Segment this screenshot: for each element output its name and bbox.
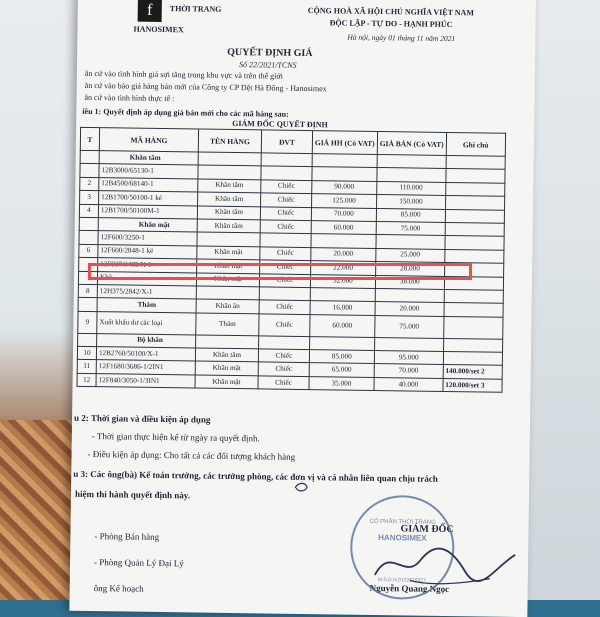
cell-name: Khăn tắm: [198, 192, 261, 206]
cell-note: [446, 169, 505, 183]
cell-stt: [79, 231, 98, 245]
col-note: Ghi chú: [446, 132, 505, 156]
cell-code: 12B4500/68140-1: [99, 177, 198, 192]
cell-note: 120.000/set 3: [443, 378, 502, 392]
cell-price-hh: [311, 234, 376, 248]
cell-stt: 10: [77, 346, 96, 360]
cell-note: [444, 289, 503, 303]
col-stt: T: [80, 127, 99, 150]
cell-stt: 8: [78, 284, 97, 298]
cell-note: [443, 352, 502, 366]
cell-price-hh: 20.000: [311, 247, 376, 261]
recipient-1: - Phòng Bán hàng: [94, 531, 160, 542]
preamble-3: ăn cứ vào tình hình thực tế :: [84, 92, 175, 104]
cell-unit: Chiếc: [259, 314, 310, 337]
stamp-text: CỔ PHẦN THỜI TRANG: [369, 518, 436, 526]
cell-note: [445, 209, 504, 223]
cell-code: 12B1700/50100-1 kẻ: [99, 191, 198, 206]
cell-note: [445, 222, 504, 236]
cell-price-hh: 60.000: [310, 314, 375, 337]
cell-name: Khăn mặt: [195, 375, 258, 389]
cell-code: 12F937/3485/X-1: [98, 258, 197, 273]
motto: ĐỘC LẬP - TỰ DO - HẠNH PHÚC: [329, 18, 453, 30]
company-logo-icon: f: [138, 0, 162, 22]
cell-code: 12F600/2848-1 kẻ: [98, 244, 197, 259]
cell-stt: [79, 217, 98, 231]
price-table: [76, 127, 505, 393]
cell-price-sale: 95.000: [374, 351, 443, 365]
cell-name: Khăn mặt: [197, 259, 260, 273]
cell-unit: Chiếc: [261, 180, 312, 194]
cell-price-sale: 85.000: [376, 208, 445, 222]
cell-name: Khăn tắm: [195, 348, 258, 362]
cell-unit: Chiếc: [260, 260, 311, 274]
cell-code: Thảm: [97, 298, 196, 313]
cell-price-hh: 32.000: [310, 274, 375, 288]
director-name: Nguyễn Quang Ngọc: [369, 582, 450, 595]
col-name: TÊN HÀNG: [198, 129, 261, 153]
cell-code: 12F600/3250-1: [98, 231, 197, 246]
time-line: - Thời gian thực hiện kể từ ngày ra quyết định.: [91, 431, 260, 444]
cell-price-hh: 35.000: [309, 376, 374, 390]
cell-unit: Chiếc: [260, 206, 311, 220]
condition-line: - Điều kiện áp dụng: Cho tất cả các đối tượng khách hàng: [87, 448, 296, 462]
cell-code: Xuất khẩu dư các loại: [97, 311, 196, 334]
document-number: Số 22/2021/TCNS: [238, 60, 297, 70]
cell-price-sale: 75.000: [376, 221, 445, 235]
cell-name: Khăn ăn: [196, 299, 259, 313]
preamble-1: ăn cứ vào tình hình giá sợi tăng trong khu vực và trên thế giới: [84, 68, 283, 81]
cell-price-hh: 60.000: [311, 221, 376, 235]
director-title: GIÁM ĐỐC: [400, 523, 454, 536]
cell-stt: 6: [79, 244, 98, 258]
cell-code: Khăn mặt: [98, 218, 197, 233]
cell-note: [445, 182, 504, 196]
cell-price-sale: 25.000: [376, 248, 445, 262]
article-3-line-2: hiệm thi hành quyết định này.: [74, 488, 191, 501]
cell-name: Khăn tắm: [197, 219, 260, 233]
cell-stt: 9: [78, 311, 97, 333]
recipient-3: ông Kế hoạch: [93, 583, 144, 594]
cell-price-hh: 125.000: [312, 194, 377, 208]
director-decides: GIÁM ĐỐC QUYẾT ĐỊNH: [232, 118, 328, 130]
cell-unit: Chiếc: [260, 220, 311, 234]
cell-name: Khăn mặt: [195, 361, 258, 375]
cell-price-sale: 40.000: [374, 377, 443, 391]
col-price-hh: GIÁ HH (Có VAT): [312, 131, 377, 155]
company-name: HANOSIMEX: [133, 24, 184, 35]
cell-note: [445, 196, 504, 210]
cell-unit: Chiếc: [258, 376, 309, 390]
cell-note: 140.000/set 2: [443, 365, 502, 379]
cell-unit: [260, 233, 311, 247]
cell-name: [198, 165, 261, 179]
cell-name: [197, 232, 260, 246]
cell-price-hh: 90.000: [312, 180, 377, 194]
cell-stt: [78, 298, 97, 312]
cell-unit: Chiếc: [258, 362, 309, 376]
col-code: MÃ HÀNG: [99, 128, 198, 152]
country-name: CỘNG HOÀ XÃ HỘI CHỦ NGHĨA VIỆT NAM: [307, 6, 474, 18]
cell-unit: [259, 287, 310, 301]
cell-code: 12B1700/50100M-1: [98, 204, 197, 219]
cell-note: [445, 249, 504, 263]
cell-note: [443, 316, 502, 339]
recipient-2: - Phòng Quản Lý Đại Lý: [93, 557, 184, 569]
cell-code: 12H375/2842/X-1: [97, 285, 196, 300]
cell-code: 12B2760/50100/X-1: [96, 347, 195, 362]
cell-code: 12F1680/3686-1/2IN1: [96, 360, 195, 375]
cell-name: Thảm: [196, 313, 259, 336]
cell-name: Khăn tắm: [198, 179, 261, 193]
cell-price-hh: 70.000: [311, 207, 376, 221]
stamp-id: M.S.D.N.0102819327: [377, 577, 426, 584]
document-date: Hà nội, ngày 01 tháng 11 năm 2021: [347, 32, 456, 44]
cell-price-hh: 22.000: [311, 261, 376, 275]
cell-price-sale: [377, 168, 446, 182]
cell-price-sale: 70.000: [374, 364, 443, 378]
group-label: Khăn tắm: [99, 151, 198, 166]
preamble-2: ăn cứ vào báo giá hàng bán mới của Công ty CP Dệt Hà Đông - Hanosimex: [84, 80, 327, 94]
article-3-line-1: u 3: Các ông(bà) Kế toán trưởng, các trưởng phòng, các đơn vị và cá nhân liên quan chịu trách: [73, 468, 438, 484]
cell-price-sale: 28.000: [375, 262, 444, 276]
stamp-company: HANOSIMEX: [378, 533, 427, 543]
article-1: iều 1: Quyết định áp dụng giá bán mới cho các mã hàng sau:: [82, 106, 289, 119]
cell-price-sale: 75.000: [375, 315, 444, 338]
cell-price-hh: 65.000: [309, 363, 374, 377]
cell-name: Khăn mặt: [196, 273, 259, 287]
cell-price-sale: [376, 235, 445, 249]
cell-name: Khăn mặt: [197, 246, 260, 260]
cell-price-sale: 20.000: [375, 302, 444, 316]
cell-stt: 2: [80, 177, 99, 191]
cell-unit: Chiếc: [260, 247, 311, 261]
cell-unit: Chiếc: [258, 349, 309, 363]
cell-unit: Chiếc: [259, 300, 310, 314]
cell-note: [445, 236, 504, 250]
cell-code: 12F840/3050-1/3IN1: [96, 373, 195, 388]
company-top: THỜI TRANG: [169, 4, 222, 14]
cell-stt: 11: [77, 360, 96, 374]
cell-name: [196, 286, 259, 300]
cell-code: 12B3000/65130-1: [99, 164, 198, 179]
cell-unit: Chiếc: [259, 273, 310, 287]
cell-price-sale: 38.000: [375, 275, 444, 289]
group-label: Bộ khăn: [97, 333, 196, 348]
cell-stt: 3: [80, 191, 99, 205]
cell-price-hh: [310, 287, 375, 301]
cell-unit: [261, 166, 312, 180]
article-2: u 2: Thời gian và điều kiện áp dụng: [73, 412, 211, 425]
document-paper: [69, 0, 536, 617]
cell-price-sale: 150.000: [376, 195, 445, 209]
document-title: QUYẾT ĐỊNH GIÁ: [227, 46, 313, 60]
cell-unit: Chiếc: [261, 193, 312, 207]
cell-stt: 4: [79, 204, 98, 218]
cell-note: [444, 303, 503, 317]
col-price-sale: GIÁ BÁN (Có VAT): [377, 131, 446, 155]
highlight-box: [88, 263, 472, 280]
cell-price-hh: 85.000: [309, 350, 374, 364]
cell-code: Khă...: [97, 271, 196, 286]
director-signature: [369, 535, 521, 595]
cell-price-sale: 110.000: [377, 181, 446, 195]
cell-stt: 12: [77, 373, 96, 387]
cell-price-hh: [312, 167, 377, 181]
cell-stt: [80, 164, 99, 178]
handwritten-mark: [293, 480, 311, 494]
cell-price-sale: [375, 288, 444, 302]
cell-name: Khăn tắm: [197, 206, 260, 220]
col-unit: ĐVT: [261, 130, 312, 154]
cell-price-hh: 16.000: [310, 301, 375, 315]
